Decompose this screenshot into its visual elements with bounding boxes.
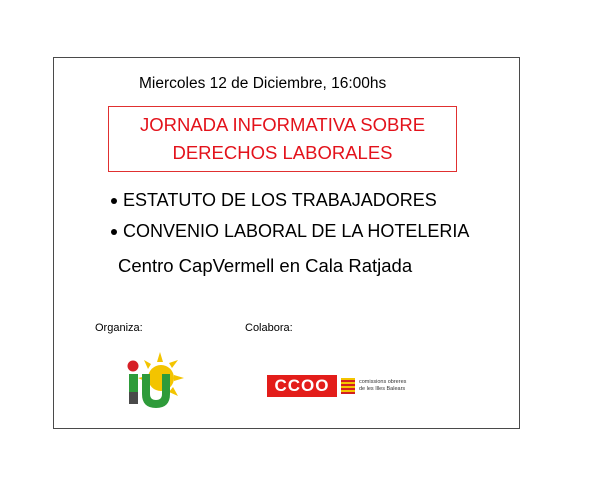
title-line-1: JORNADA INFORMATIVA SOBRE bbox=[139, 114, 426, 135]
list-item bbox=[111, 185, 469, 216]
iu-logo-icon bbox=[120, 350, 186, 410]
flyer bbox=[53, 57, 520, 429]
senyera-flag-icon bbox=[341, 378, 355, 394]
bullet-icon bbox=[111, 198, 117, 204]
ccoo-subtitle-line-2: de les Illes Balears bbox=[359, 386, 406, 392]
ccoo-subtitle-line-1: comissions obreres bbox=[359, 379, 407, 385]
topic-text: ESTATUTO DE LOS TRABAJADORES bbox=[123, 190, 437, 210]
title-box bbox=[108, 106, 457, 172]
list-item bbox=[111, 216, 469, 247]
ccoo-logo bbox=[267, 373, 427, 399]
venue: Centro CapVermell en Cala Ratjada bbox=[118, 255, 413, 276]
bullet-icon bbox=[111, 229, 117, 235]
event-date: Miercoles 12 de Diciembre, 16:00hs bbox=[139, 75, 387, 92]
title-line-2: DERECHOS LABORALES bbox=[172, 142, 393, 163]
topic-list bbox=[111, 185, 469, 247]
topic-text: CONVENIO LABORAL DE LA HOTELERIA bbox=[123, 221, 470, 241]
organiza-label: Organiza: bbox=[95, 322, 143, 334]
ccoo-subtitle bbox=[359, 379, 419, 393]
ccoo-logo-box: CCOO bbox=[267, 375, 337, 397]
colabora-label: Colabora: bbox=[245, 322, 293, 334]
